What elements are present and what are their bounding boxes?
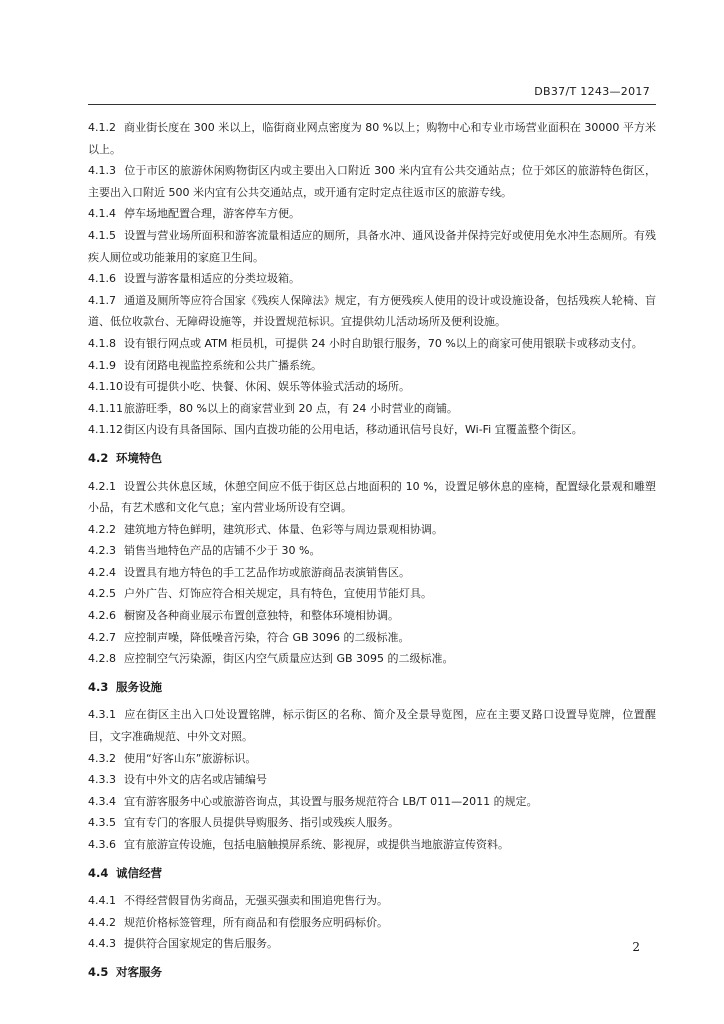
header-rule [88,104,656,105]
clause-text: 设有中外文的店名或店铺编号 [124,773,267,787]
clause-text: 建筑地方特色鲜明，建筑形式、体量、色彩等与周边景观相协调。 [124,522,443,536]
clause [88,769,656,791]
clause-text: 设置公共休息区域，休憩空间应不低于街区总占地面积的 10 %，设置足够休息的座椅，配置绿化景观和雕塑小品，有艺术感和文化气息；室内营业场所设有空调。 [88,479,656,515]
clause-number: 4.2.6 [88,609,116,623]
clause-number: 4.1.9 [88,358,116,372]
section-number: 4.4 [88,865,109,880]
section-title: 对客服务 [116,964,162,979]
clause [88,519,656,541]
clause-text: 设置与营业场所面积和游客流量相适应的厕所，具备水冲、通风设备并保持完好或使用免水冲生态厕所。有残疾人厕位或功能兼用的家庭卫生间。 [88,228,656,264]
section-4-1-items [88,117,656,441]
clause [88,834,656,856]
section-heading [88,962,656,984]
clause-number: 4.2.5 [88,587,116,601]
clause-text: 位于市区的旅游休闲购物街区内或主要出入口附近 300 米内宜有公共交通站点；位于郊区的旅游特色街区，主要出入口附近 500 米内宜有公共交通站点，或开通有定时定点往返市区的旅游专线。 [88,164,656,199]
section-heading [88,677,656,699]
section-title: 诚信经营 [116,865,162,880]
clause [88,791,656,813]
clause [88,627,656,649]
clause-number: 4.3.2 [88,751,116,765]
clause-number: 4.2.3 [88,544,116,558]
clause [88,225,656,268]
section-title: 服务设施 [116,679,162,694]
clause-text: 规范价格标签管理，所有商品和有偿服务应明码标价。 [124,915,388,929]
clause [88,540,656,562]
clause-number: 4.1.11 [88,401,123,415]
clause-number: 4.1.3 [88,164,116,178]
section-heading [88,448,656,470]
clause-text: 不得经营假冒伪劣商品，无强买强卖和围追兜售行为。 [124,894,388,908]
clause-number: 4.4.2 [88,915,116,929]
section-number: 4.2 [88,450,109,465]
clause-text: 设有闭路电视监控系统和公共广播系统。 [124,358,322,372]
clause-number: 4.1.12 [88,423,123,437]
clause-text: 旅游旺季，80 %以上的商家营业到 20 点，有 24 小时营业的商铺。 [124,401,458,415]
clause-number: 4.1.2 [88,121,116,134]
clause [88,290,656,333]
clause [88,419,656,441]
clause-text: 宜有专门的客服人员提供导购服务、指引或残疾人服务。 [124,816,399,830]
clause-number: 4.3.3 [88,773,116,787]
clause [88,605,656,627]
clause-number: 4.1.5 [88,228,116,242]
section-4-3-items [88,704,656,855]
clause-text: 通道及厕所等应符合国家《残疾人保障法》规定，有方便残疾人使用的设计或设施设备，包括残疾人轮椅、盲道、低位收款台、无障碍设施等，并设置规范标识。宜提供幼儿活动场所及便利设施。 [88,293,656,329]
clause [88,203,656,225]
clause [88,268,656,290]
clause [88,704,656,747]
clause [88,812,656,834]
clause-number: 4.4.3 [88,937,116,951]
clause-number: 4.2.2 [88,522,116,536]
clause-text: 提供符合国家规定的售后服务。 [124,937,278,951]
clause-text: 宜有游客服务中心或旅游咨询点，其设置与服务规范符合 LB/T 011—2011 的规定。 [124,794,538,808]
clause-number: 4.3.6 [88,838,116,851]
section-number: 4.3 [88,679,109,694]
clause-number: 4.1.7 [88,293,116,307]
clause-text: 商业街长度在 300 米以上，临街商业网点密度为 80 %以上；购物中心和专业市场营业面积在 30000 平方米以上。 [88,121,656,156]
clause-number: 4.3.5 [88,816,116,830]
clause-text: 设有银行网点或 ATM 柜员机，可提供 24 小时自助银行服务，70 %以上的商家可使用银联卡或移动支付。 [124,336,643,350]
clause [88,376,656,398]
clause [88,355,656,377]
clause [88,648,656,670]
clause-number: 4.1.6 [88,272,116,286]
clause-text: 设置具有地方特色的手工艺品作坊或旅游商品表演销售区。 [124,565,410,579]
clause-number: 4.2.7 [88,630,116,644]
clause-text: 销售当地特色产品的店铺不少于 30 %。 [124,544,321,558]
clause [88,476,656,519]
clause-text: 应在街区主出入口处设置铭牌，标示街区的名称、简介及全景导览图，应在主要叉路口设置导览牌，位置醒目，文字准确规范、中外文对照。 [88,708,656,744]
clause-number: 4.1.10 [88,380,123,394]
clause-text: 设有可提供小吃、快餐、休闲、娱乐等体验式活动的场所。 [124,380,410,394]
clause-text: 设置与游客量相适应的分类垃圾箱。 [124,272,300,286]
document-body [88,117,656,990]
page-number: 2 [632,940,640,954]
clause [88,583,656,605]
section-title: 环境特色 [116,450,162,465]
clause-number: 4.1.8 [88,336,116,350]
clause-text: 停车场地配置合理，游客停车方便。 [124,207,300,221]
clause [88,398,656,420]
clause-number: 4.4.1 [88,894,116,908]
clause [88,912,656,934]
clause-number: 4.1.4 [88,207,116,221]
clause-number: 4.3.1 [88,708,116,722]
clause-text: 使用“好客山东”旅游标识。 [124,751,257,765]
clause-text: 应控制空气污染源，街区内空气质量应达到 GB 3095 的二级标准。 [124,652,454,666]
standard-code: DB37/T 1243—2017 [534,85,650,98]
clause [88,333,656,355]
section-4-2-items [88,476,656,670]
clause [88,160,656,203]
clause [88,748,656,770]
clause-text: 户外广告、灯饰应符合相关规定，具有特色，宜使用节能灯具。 [124,587,432,601]
clause [88,890,656,912]
clause-text: 应控制声噪，降低噪音污染，符合 GB 3096 的二级标准。 [124,630,410,644]
clause-text: 街区内设有具备国际、国内直拨功能的公用电话，移动通讯信号良好，Wi-Fi 宜覆盖整个街区。 [124,423,583,437]
clause-number: 4.2.1 [88,479,116,493]
clause-number: 4.2.8 [88,652,116,666]
clause [88,117,656,160]
clause-number: 4.2.4 [88,565,116,579]
section-heading [88,863,656,885]
clause-text: 宜有旅游宣传设施，包括电脑触摸屏系统、影视屏，或提供当地旅游宣传资料。 [124,838,509,851]
clause-text: 橱窗及各种商业展示布置创意独特，和整体环境相协调。 [124,609,399,623]
section-4-4-items [88,890,656,955]
clause [88,562,656,584]
clause-number: 4.3.4 [88,794,116,808]
section-number: 4.5 [88,964,109,979]
clause [88,933,656,955]
